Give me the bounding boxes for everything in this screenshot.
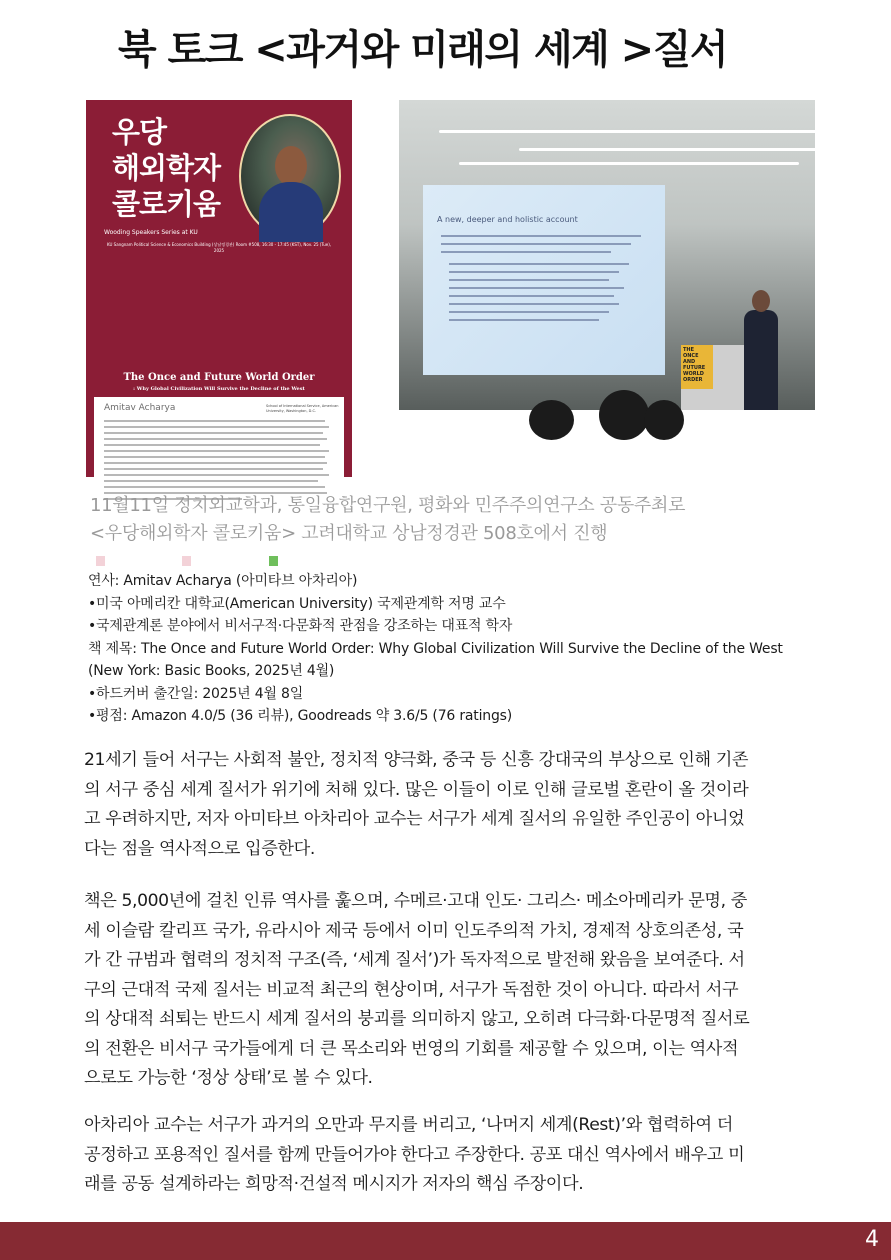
caption-line: 11월11일 정치외교학과, 통일융합연구원, 평화와 민주주의연구소 공동주최로 bbox=[90, 495, 686, 516]
text-line: 아차리아 교수는 서구가 과거의 오만과 무지를 버리고, ‘나머지 세계(Rest)’와 협력하여 더 bbox=[84, 1115, 733, 1135]
logo: 고려대학교 통일융합연구원 bbox=[182, 556, 241, 568]
text-line: 공정하고 포용적인 질서를 함께 만들어가야 한다고 주장한다. 공포 대신 역사에서 배우고 미 bbox=[84, 1144, 745, 1165]
page-title: 북 토크 <과거와 미래의 세계 >질서 bbox=[118, 27, 727, 73]
text-line: 구의 근대적 국제 질서는 비교적 최근의 현상이며, 서구가 독점한 것이 아니다. 따라서 서구 bbox=[84, 979, 739, 1000]
book-poster: THE ONCE AND FUTURE WORLD ORDER bbox=[681, 345, 713, 389]
poster-speaker: Amitav Acharya bbox=[104, 403, 176, 413]
text-line: 래를 공동 설계하라는 희망적·건설적 메시지가 저자의 핵심 주장이다. bbox=[84, 1174, 584, 1194]
slide-title: A new, deeper and holistic account bbox=[437, 215, 578, 224]
info-line: •하드커버 출간일: 2025년 4월 8일 bbox=[88, 685, 304, 702]
info-line: 책 제목: The Once and Future World Order: Why Global Civilization Will Survive the Decline of the West bbox=[88, 640, 783, 657]
poster-series: Wooding Speakers Series at KU bbox=[104, 229, 198, 236]
paragraph-1 bbox=[84, 746, 804, 864]
text-line: 고 우려하지만, 저자 아미타브 아차리아 교수는 서구가 세계 질서의 유일한 주인공이 아니었 bbox=[84, 809, 745, 829]
text-line: 의 전환은 비서구 국가들에게 더 큰 목소리와 번영의 기회를 제공할 수 있으며, 이는 역사적 bbox=[84, 1038, 739, 1059]
speaker-figure bbox=[744, 290, 778, 410]
poster-venue: KU Sangnam Political Science & Economics Building (상남정경관) Room #508, 16:30 - 17:45 (KST), Nov. 25 (Tue), 2025 bbox=[106, 242, 332, 253]
logo: 고려대학교 정치외교학과 bbox=[96, 556, 151, 568]
logo: 평화와민주주의연구소 bbox=[269, 556, 319, 568]
info-line: •평점: Amazon 4.0/5 (36 리뷰), Goodreads 약 3.6/5 (76 ratings) bbox=[88, 708, 512, 724]
poster-title-line: 해외학자 bbox=[112, 151, 221, 185]
poster-logos bbox=[94, 552, 344, 572]
text-line: 으로도 가능한 ‘정상 상태’로 볼 수 있다. bbox=[84, 1068, 373, 1088]
poster-affiliation: School of International Service, American University, Washington, D.C. bbox=[266, 404, 339, 413]
text-line: 의 상대적 쇠퇴는 반드시 세계 질서의 붕괴를 의미하지 않고, 오히려 다극화·다문명적 질서로 bbox=[84, 1009, 750, 1029]
page-number: 4 bbox=[865, 1227, 879, 1252]
poster-korean-title bbox=[112, 114, 220, 222]
info-line: •미국 아메리칸 대학교(American University) 국제관계학 저명 교수 bbox=[88, 595, 506, 612]
page-footer bbox=[0, 1222, 891, 1260]
text-line: 가 간 규범과 협력의 정치적 구조(즉, ‘세계 질서’)가 독자적으로 발전해 왔음을 보여준다. 서 bbox=[84, 950, 745, 970]
text-line: 의 서구 중심 세계 질서가 위기에 처해 있다. 많은 이들이 이로 인해 글로벌 혼란이 올 것이라 bbox=[84, 779, 749, 800]
book-info bbox=[88, 570, 858, 728]
paragraph-3 bbox=[84, 1111, 804, 1200]
info-line: 연사: Amitav Acharya (아미타브 아차리아) bbox=[88, 573, 358, 589]
caption-line: <우당해외학자 콜로키움> 고려대학교 상남정경관 508호에서 진행 bbox=[90, 523, 608, 544]
paragraph-2 bbox=[84, 887, 804, 1094]
text-line: 세 이슬람 칼리프 국가, 유라시아 제국 등에서 이미 인도주의적 가치, 경제적 상호의존성, 국 bbox=[84, 920, 744, 941]
text-line: 책은 5,000년에 걸친 인류 역사를 훑으며, 수메르·고대 인도· 그리스· 메소아메리카 문명, 중 bbox=[84, 891, 747, 911]
text-line: 다는 점을 역사적으로 입증한다. bbox=[84, 838, 315, 859]
event-photo bbox=[399, 100, 815, 410]
poster-title-line: 콜로키움 bbox=[112, 187, 221, 221]
projection-screen bbox=[423, 185, 665, 375]
poster-english-subtitle: : Why Global Civilization Will Survive the Decline of the West bbox=[133, 386, 305, 392]
poster-english-title: The Once and Future World Order bbox=[123, 372, 315, 383]
info-line: (New York: Basic Books, 2025년 4월) bbox=[88, 663, 335, 679]
info-line: •국제관계론 분야에서 비서구적·다문화적 관점을 강조하는 대표적 학자 bbox=[88, 618, 513, 634]
photo-caption bbox=[90, 492, 850, 548]
poster-title-line: 우당 bbox=[112, 115, 167, 149]
text-line: 21세기 들어 서구는 사회적 불안, 정치적 양극화, 중국 등 신흥 강대국의 부상으로 인해 기존 bbox=[84, 750, 749, 770]
speaker-portrait bbox=[239, 114, 341, 238]
